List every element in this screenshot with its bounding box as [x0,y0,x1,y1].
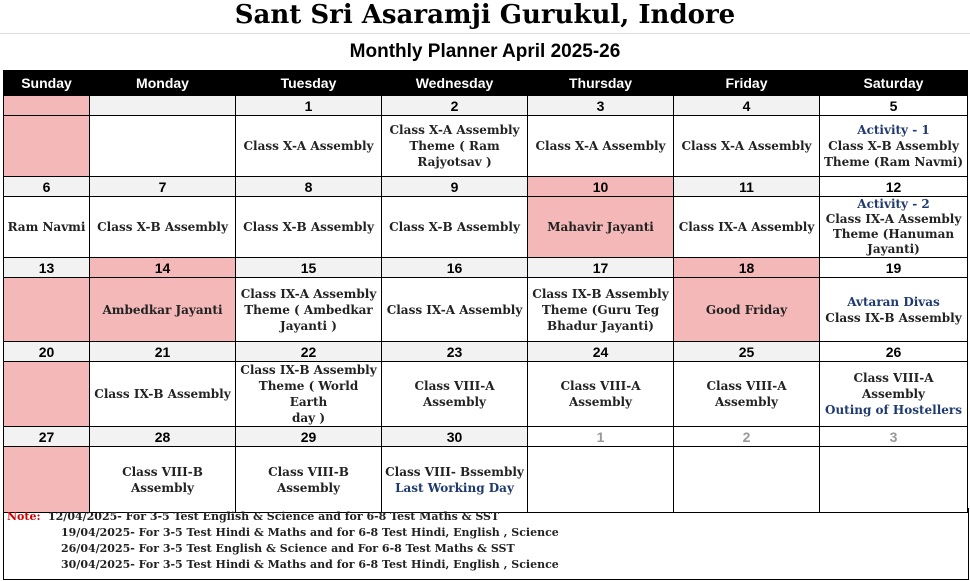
event-cell [236,197,382,258]
activity-label: Activity - 1 [857,123,930,137]
event-cell [4,447,90,513]
event-text: Theme (Hanuman [832,227,955,241]
date-cell: 30 [382,427,528,447]
weekday-friday: Friday [674,71,820,96]
event-text: Class IX-B Assembly [532,286,669,301]
date-cell: 16 [382,258,528,278]
date-cell: 27 [4,427,90,447]
holiday-text: Ram Navmi [7,220,86,234]
weekday-saturday: Saturday [820,71,968,96]
event-row [4,447,968,513]
event-text: Theme (Guru Teg [541,302,660,317]
event-text: day ) [292,411,325,425]
event-cell [820,362,968,427]
event-text: Class IX-B Assembly [825,310,962,325]
event-text: Class IX-A Assembly [825,212,962,226]
weekday-thursday: Thursday [528,71,674,96]
event-cell [4,278,90,342]
date-cell: 25 [674,342,820,362]
date-cell [90,96,236,116]
date-row [4,177,968,197]
date-cell: 1 [236,96,382,116]
event-text: Outing of Hostellers [824,403,963,417]
date-cell: 22 [236,342,382,362]
date-cell: 17 [528,258,674,278]
event-cell [820,116,968,177]
date-cell: 13 [4,258,90,278]
note-label: Note: [7,510,41,523]
event-text: Class IX-A Assembly [240,286,377,301]
event-text: Class X-B Assembly [97,220,228,234]
event-cell [382,197,528,258]
event-text: Avtaran Divas [847,294,940,309]
event-cell [90,447,236,513]
event-cell [528,447,674,513]
holiday-text: Mahavir Jayanti [547,220,654,234]
date-cell: 2 [382,96,528,116]
date-cell: 19 [820,258,968,278]
event-text: Last Working Day [395,480,514,495]
date-cell: 3 [820,427,968,447]
date-cell: 11 [674,177,820,197]
weekday-tuesday: Tuesday [236,71,382,96]
event-cell [674,278,820,342]
date-cell: 4 [674,96,820,116]
event-text: Class X-B Assembly [389,220,520,234]
event-text: Theme (Ram Navmi) [823,155,964,169]
event-text: Class VIII-B Assembly [268,464,349,495]
note-line: 19/04/2025- For 3-5 Test Hindi & Maths and for 6-8 Test Hindi, English , Science [61,526,559,539]
event-text: Rajyotsav ) [417,155,492,169]
holiday-text: Ambedkar Jayanti [102,302,223,317]
holiday-text: Good Friday [705,302,788,317]
event-cell [528,116,674,177]
date-cell: 1 [528,427,674,447]
event-text: Class IX-B Assembly [240,363,377,377]
weekday-sunday: Sunday [4,71,90,96]
calendar-table [3,70,968,513]
date-cell: 9 [382,177,528,197]
date-cell: 20 [4,342,90,362]
event-cell [528,197,674,258]
date-cell: 3 [528,96,674,116]
event-cell [236,278,382,342]
event-cell [820,197,968,258]
event-cell [674,197,820,258]
date-row [4,258,968,278]
event-text: Class VIII-B Assembly [122,464,203,495]
activity-label: Activity - 2 [857,197,930,211]
date-cell [4,96,90,116]
date-cell: 5 [820,96,968,116]
date-cell: 10 [528,177,674,197]
event-cell [382,116,528,177]
event-text: Class X-A Assembly [243,139,374,153]
event-text: Class VIII-A Assembly [853,371,934,401]
date-cell: 2 [674,427,820,447]
date-row [4,427,968,447]
event-text: Class X-A Assembly [535,139,666,153]
event-row [4,278,968,342]
event-text: Class X-B Assembly [243,220,374,234]
event-row [4,197,968,258]
date-cell: 23 [382,342,528,362]
school-title: Sant Sri Asaramji Gurukul, Indore [0,0,970,34]
date-cell: 6 [4,177,90,197]
date-row [4,96,968,116]
event-text: Theme ( Ambedkar [244,302,373,317]
weekday-wednesday: Wednesday [382,71,528,96]
date-cell: 14 [90,258,236,278]
note-line: 12/04/2025- For 3-5 Test English & Science and for 6-8 Test Maths & SST [48,510,500,523]
event-text: Class VIII-A Assembly [706,379,787,409]
event-cell [236,447,382,513]
event-text: Jayanti ) [280,318,337,333]
date-cell: 29 [236,427,382,447]
event-cell [528,362,674,427]
date-cell: 28 [90,427,236,447]
event-cell [4,197,90,258]
date-cell: 24 [528,342,674,362]
event-cell [90,278,236,342]
date-cell: 15 [236,258,382,278]
event-cell [236,116,382,177]
event-cell [90,197,236,258]
event-cell [382,447,528,513]
event-text: Class X-B Assembly [828,139,959,153]
date-cell: 7 [90,177,236,197]
event-text: Class IX-B Assembly [94,387,231,401]
event-row [4,362,968,427]
event-row [4,116,968,177]
event-cell [674,447,820,513]
event-text: Theme ( World Earth [258,379,359,409]
date-row [4,342,968,362]
event-cell [528,278,674,342]
event-cell [820,447,968,513]
weekday-monday: Monday [90,71,236,96]
event-text: Class VIII-A Assembly [560,379,641,409]
note-line: 26/04/2025- For 3-5 Test English & Science and For 6-8 Test Maths & SST [61,542,515,555]
date-cell: 12 [820,177,968,197]
event-text: Class VIII- Bssembly [385,464,524,479]
event-text: Theme ( Ram [409,139,500,153]
note-line: 30/04/2025- For 3-5 Test Hindi & Maths and for 6-8 Test Hindi, English , Science [61,558,559,571]
event-cell [4,116,90,177]
event-cell [90,362,236,427]
event-cell [820,278,968,342]
event-text: Class IX-A Assembly [386,302,523,317]
event-cell [674,116,820,177]
date-cell: 8 [236,177,382,197]
notes-section [3,508,969,580]
planner-subtitle: Monthly Planner April 2025-26 [349,41,621,62]
event-cell [382,278,528,342]
event-text: Jayanti) [867,242,920,256]
weekday-header-row [4,71,968,96]
event-cell [674,362,820,427]
event-cell [90,116,236,177]
event-text: Class VIII-A Assembly [414,379,495,409]
event-text: Class X-A Assembly [681,139,812,153]
event-cell [236,362,382,427]
event-cell [382,362,528,427]
event-cell [4,362,90,427]
date-cell: 21 [90,342,236,362]
event-text: Class IX-A Assembly [678,220,815,234]
date-cell: 18 [674,258,820,278]
event-text: Bhadur Jayanti) [547,318,654,333]
event-text: Class X-A Assembly [389,123,520,137]
date-cell: 26 [820,342,968,362]
